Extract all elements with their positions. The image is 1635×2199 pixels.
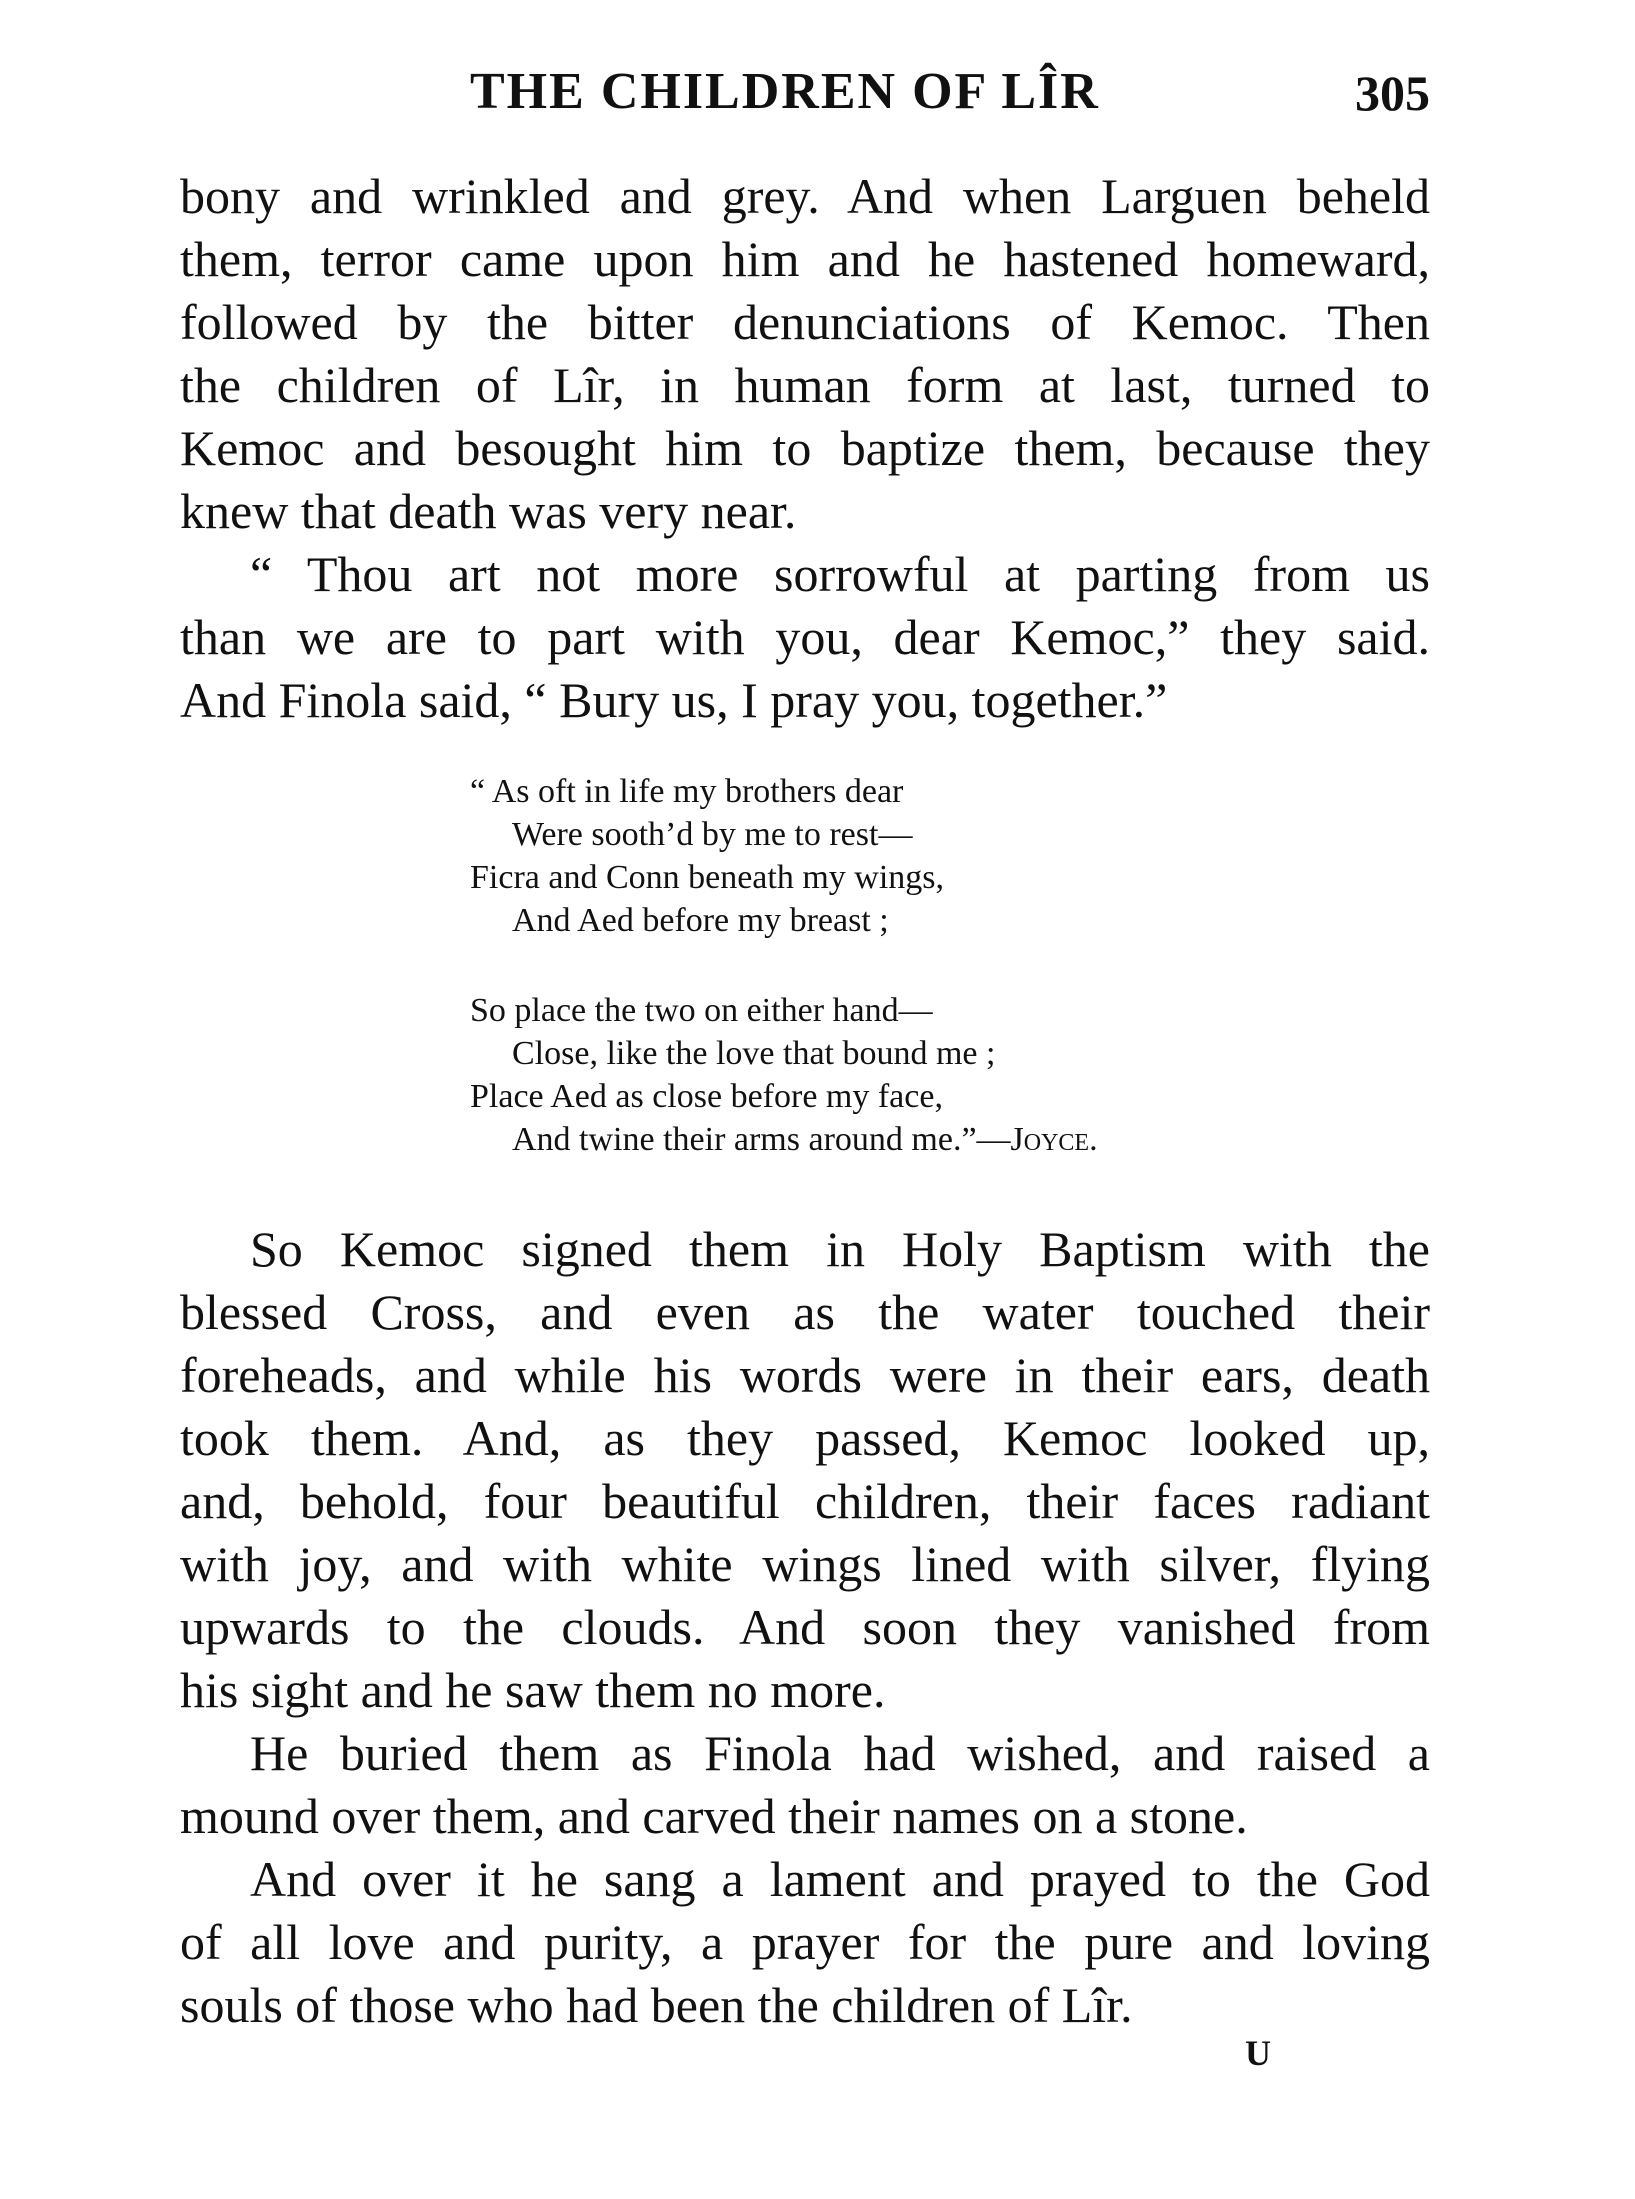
text-line: than we are to part with you, dear Kemoc,” they said.	[180, 609, 1430, 665]
poem-line: “ As oft in life my brothers dear	[470, 773, 904, 810]
page-number: 305	[1355, 65, 1430, 121]
text-line: of all love and purity, a prayer for the pure and loving	[180, 1914, 1430, 1970]
poem-stanza-1	[470, 770, 944, 942]
paragraph-3	[180, 1218, 1430, 1722]
text-line: souls of those who had been the children of Lîr.	[180, 1977, 1133, 2033]
paragraph-5	[180, 1848, 1430, 2037]
poem-line-last	[470, 1118, 1098, 1161]
poem-line: Place Aed as close before my face,	[470, 1078, 943, 1115]
text-line: Kemoc and besought him to baptize them, because they	[180, 420, 1430, 476]
poem-attribution: Joyce.	[1010, 1121, 1098, 1158]
text-line: with joy, and with white wings lined with silver, flying	[180, 1536, 1430, 1592]
text-line: and, behold, four beautiful children, their faces radiant	[180, 1473, 1430, 1529]
poem-line: Close, like the love that bound me ;	[512, 1035, 996, 1072]
poem-line: So place the two on either hand—	[470, 992, 933, 1029]
text-line: upwards to the clouds. And soon they vanished from	[180, 1599, 1430, 1655]
text-line: So Kemoc signed them in Holy Baptism with the	[250, 1221, 1430, 1277]
paragraph-1	[180, 165, 1430, 543]
paragraph-2	[180, 543, 1430, 732]
text-line: And Finola said, “ Bury us, I pray you, together.”	[180, 672, 1168, 728]
text-line: knew that death was very near.	[180, 483, 797, 539]
poem-line: Ficra and Conn beneath my wings,	[470, 859, 945, 896]
text-line: bony and wrinkled and grey. And when Larguen beheld	[180, 168, 1430, 224]
poem-stanza-2	[470, 989, 1098, 1161]
text-line: mound over them, and carved their names on a stone.	[180, 1788, 1248, 1844]
text-line: “ Thou art not more sorrowful at parting from us	[250, 546, 1430, 602]
signature-mark: U	[1245, 2033, 1271, 2073]
poem-line-text: And twine their arms around me.”—	[512, 1121, 1011, 1158]
text-line: blessed Cross, and even as the water touched their	[180, 1284, 1430, 1340]
text-line: the children of Lîr, in human form at last, turned to	[180, 357, 1430, 413]
text-line: foreheads, and while his words were in their ears, death	[180, 1347, 1430, 1403]
text-line: his sight and he saw them no more.	[180, 1662, 886, 1718]
text-line: followed by the bitter denunciations of Kemoc. Then	[180, 294, 1430, 350]
poem-line: And Aed before my breast ;	[512, 902, 889, 939]
poem-line: Were sooth’d by me to rest—	[512, 816, 913, 853]
text-line: them, terror came upon him and he hastened homeward,	[180, 231, 1430, 287]
text-line: And over it he sang a lament and prayed to the God	[250, 1851, 1430, 1907]
paragraph-4	[180, 1722, 1430, 1848]
text-line: took them. And, as they passed, Kemoc looked up,	[180, 1410, 1430, 1466]
page-title: THE CHILDREN OF LÎR	[470, 63, 1100, 120]
text-line: He buried them as Finola had wished, and raised a	[250, 1725, 1430, 1781]
running-head	[180, 62, 1430, 132]
